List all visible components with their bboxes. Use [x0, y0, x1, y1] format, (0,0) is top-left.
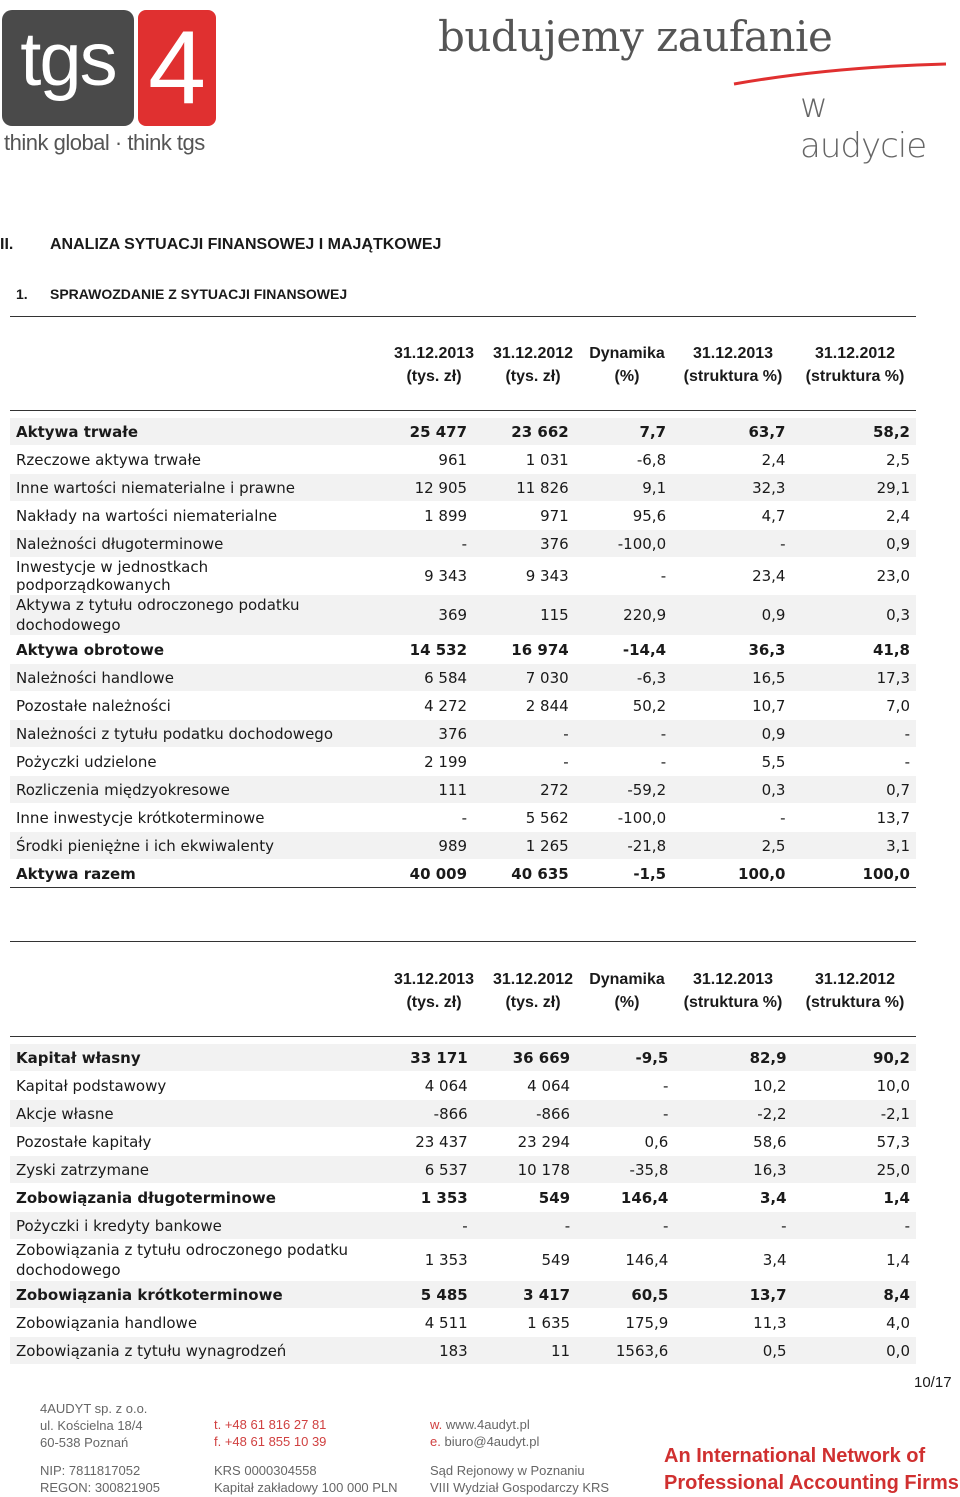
cell-value: 272 [473, 776, 575, 804]
table-row [10, 502, 916, 530]
cell-value: 16,3 [674, 1156, 792, 1184]
cell-value: 5 562 [473, 804, 575, 832]
row-label: Akcje własne [10, 1100, 371, 1128]
cell-value: 95,6 [575, 502, 672, 530]
cell-value: 4,7 [672, 502, 791, 530]
cell-value: 41,8 [791, 636, 916, 664]
cell-value: 10,0 [793, 1072, 916, 1100]
cell-value: -866 [371, 1100, 473, 1128]
cell-value: 25,0 [793, 1156, 916, 1184]
cell-value: 36,3 [672, 636, 791, 664]
cell-value: 9 343 [473, 558, 575, 595]
cell-value: 100,0 [672, 860, 791, 888]
column-header: 31.12.2013 (struktura %) [683, 971, 783, 1011]
table-row [10, 748, 916, 776]
row-label: Rzeczowe aktywa trwałe [10, 446, 371, 474]
table-row [10, 1337, 916, 1365]
column-header: 31.12.2012 (struktura %) [805, 345, 905, 385]
cell-value: - [575, 748, 672, 776]
cell-value: 13,7 [674, 1281, 792, 1309]
row-label: Kapitał podstawowy [10, 1072, 371, 1100]
assets-table [10, 418, 916, 888]
table-row [10, 418, 916, 446]
cell-value: -866 [474, 1100, 576, 1128]
cell-value: - [473, 748, 575, 776]
cell-value: 1 353 [371, 1184, 473, 1212]
table-row [10, 1240, 916, 1281]
row-label: Należności handlowe [10, 664, 371, 692]
table-header-rule [10, 410, 916, 411]
cell-value: 6 537 [371, 1156, 473, 1184]
cell-value: 549 [474, 1240, 576, 1281]
cell-value: - [371, 530, 473, 558]
cell-value: 82,9 [674, 1044, 792, 1072]
cell-value: 2 844 [473, 692, 575, 720]
cell-value: 3,4 [674, 1240, 792, 1281]
column-header: 31.12.2012 (tys. zł) [492, 971, 574, 1011]
cell-value: 0,6 [576, 1128, 674, 1156]
cell-value: 1,4 [793, 1240, 916, 1281]
cell-value: 57,3 [793, 1128, 916, 1156]
footer-krs: KRS 0000304558 Kapitał zakładowy 100 000 PLN [214, 1463, 398, 1495]
column-header: 31.12.2012 (struktura %) [805, 971, 905, 1011]
row-label: Pozostałe kapitały [10, 1128, 371, 1156]
footer-address: 4AUDYT sp. z o.o. ul. Kościelna 18/4 60-538 Poznań [40, 1401, 148, 1450]
cell-value: 1 899 [371, 502, 473, 530]
cell-value: 989 [371, 832, 473, 860]
slogan-sub: w audycie [800, 86, 927, 166]
column-header: 31.12.2013 (tys. zł) [393, 971, 475, 1011]
table-row [10, 1184, 916, 1212]
cell-value: 0,5 [674, 1337, 792, 1365]
table-row [10, 446, 916, 474]
cell-value: - [575, 720, 672, 748]
cell-value: 90,2 [793, 1044, 916, 1072]
cell-value: 376 [473, 530, 575, 558]
cell-value: 17,3 [791, 664, 916, 692]
cell-value: - [672, 804, 791, 832]
cell-value: 58,6 [674, 1128, 792, 1156]
row-label: Inne wartości niematerialne i prawne [10, 474, 371, 502]
table-row [10, 832, 916, 860]
row-label: Pozostałe należności [10, 692, 371, 720]
cell-value: 0,9 [672, 595, 791, 636]
cell-value: 16,5 [672, 664, 791, 692]
cell-value: 4 064 [371, 1072, 473, 1100]
footer-court: Sąd Rejonowy w Poznaniu VIII Wydział Gospodarczy KRS [430, 1463, 610, 1495]
cell-value: 12 905 [371, 474, 473, 502]
cell-value: 7 030 [473, 664, 575, 692]
row-label: Należności długoterminowe [10, 530, 371, 558]
subsection-heading: 1. SPRAWOZDANIE Z SYTUACJI FINANSOWEJ [16, 286, 348, 302]
cell-value: 2 199 [371, 748, 473, 776]
cell-value: 60,5 [576, 1281, 674, 1309]
slogan-main: budujemy zaufanie [438, 12, 833, 61]
cell-value: - [674, 1212, 792, 1240]
cell-value: 29,1 [791, 474, 916, 502]
row-label: Inwestycje w jednostkach podporządkowanych [10, 558, 371, 595]
cell-value: - [576, 1072, 674, 1100]
cell-value: 33 171 [371, 1044, 473, 1072]
cell-value: 2,5 [672, 832, 791, 860]
section-heading: II. ANALIZA SYTUACJI FINANSOWEJ I MAJĄTKOWEJ [0, 236, 442, 253]
cell-value: 4 064 [474, 1072, 576, 1100]
column-header: 31.12.2013 (struktura %) [683, 345, 783, 385]
table-row [10, 1128, 916, 1156]
footer-web: w. www.4audyt.pl e. biuro@4audyt.pl [430, 1417, 540, 1449]
cell-value: 4,0 [793, 1309, 916, 1337]
cell-value: 2,4 [672, 446, 791, 474]
cell-value: 10,7 [672, 692, 791, 720]
cell-value: 5 485 [371, 1281, 473, 1309]
cell-value: -100,0 [575, 804, 672, 832]
cell-value: 8,4 [793, 1281, 916, 1309]
cell-value: 0,0 [793, 1337, 916, 1365]
cell-value: 3 417 [474, 1281, 576, 1309]
table-row [10, 692, 916, 720]
table-row [10, 860, 916, 888]
cell-value: -9,5 [576, 1044, 674, 1072]
row-label: Aktywa z tytułu odroczonego podatku dochodowego [10, 595, 371, 636]
page-number: 10/17 [914, 1374, 952, 1391]
cell-value: 3,4 [674, 1184, 792, 1212]
cell-value: - [576, 1100, 674, 1128]
cell-value: 183 [371, 1337, 473, 1365]
row-label: Zobowiązania długoterminowe [10, 1184, 371, 1212]
table-row [10, 804, 916, 832]
website-link[interactable]: www.4audyt.pl [445, 1417, 530, 1432]
row-label: Nakłady na wartości niematerialne [10, 502, 371, 530]
cell-value: - [371, 804, 473, 832]
table-row [10, 595, 916, 636]
cell-value: 3,1 [791, 832, 916, 860]
tgs-logo-number: 4 [138, 10, 216, 126]
cell-value: 2,5 [791, 446, 916, 474]
cell-value: 40 635 [473, 860, 575, 888]
table-row [10, 1044, 916, 1072]
cell-value: - [474, 1212, 576, 1240]
slogan-swoosh-icon [732, 62, 948, 88]
cell-value: -35,8 [576, 1156, 674, 1184]
cell-value: 32,3 [672, 474, 791, 502]
row-label: Aktywa obrotowe [10, 636, 371, 664]
cell-value: 0,3 [791, 595, 916, 636]
cell-value: 5,5 [672, 748, 791, 776]
cell-value: 11,3 [674, 1309, 792, 1337]
row-label: Inne inwestycje krótkoterminowe [10, 804, 371, 832]
row-label: Pożyczki i kredyty bankowe [10, 1212, 371, 1240]
cell-value: 4 272 [371, 692, 473, 720]
row-label: Środki pieniężne i ich ekwiwalenty [10, 832, 371, 860]
column-header: 31.12.2013 (tys. zł) [393, 345, 475, 385]
table-top-rule [10, 316, 916, 317]
table-row [10, 1100, 916, 1128]
cell-value: -6,8 [575, 446, 672, 474]
row-label: Zyski zatrzymane [10, 1156, 371, 1184]
cell-value: 0,9 [791, 530, 916, 558]
table-row [10, 1281, 916, 1309]
row-label: Należności z tytułu podatku dochodowego [10, 720, 371, 748]
cell-value: 14 532 [371, 636, 473, 664]
cell-value: 1563,6 [576, 1337, 674, 1365]
row-label: Zobowiązania handlowe [10, 1309, 371, 1337]
cell-value: - [576, 1212, 674, 1240]
cell-value: 9,1 [575, 474, 672, 502]
cell-value: -21,8 [575, 832, 672, 860]
cell-value: 9 343 [371, 558, 473, 595]
table-row [10, 776, 916, 804]
cell-value: 63,7 [672, 418, 791, 446]
row-label: Pożyczki udzielone [10, 748, 371, 776]
table-header-rule [10, 1036, 916, 1037]
cell-value: 4 511 [371, 1309, 473, 1337]
cell-value: 23,4 [672, 558, 791, 595]
row-label: Rozliczenia międzyokresowe [10, 776, 371, 804]
cell-value: 376 [371, 720, 473, 748]
column-header: Dynamika (%) [589, 345, 665, 385]
cell-value: 23 437 [371, 1128, 473, 1156]
cell-value: -1,5 [575, 860, 672, 888]
cell-value: - [672, 530, 791, 558]
cell-value: 6 584 [371, 664, 473, 692]
cell-value: 23 294 [474, 1128, 576, 1156]
table-row [10, 1156, 916, 1184]
tgs-logo: tgs [2, 10, 134, 126]
cell-value: 11 [474, 1337, 576, 1365]
cell-value: 58,2 [791, 418, 916, 446]
cell-value: 175,9 [576, 1309, 674, 1337]
footer-ids: NIP: 7811817052 REGON: 300821905 [40, 1463, 160, 1495]
cell-value: 971 [473, 502, 575, 530]
cell-value: 23,0 [791, 558, 916, 595]
table-row [10, 1309, 916, 1337]
cell-value: 111 [371, 776, 473, 804]
cell-value: 369 [371, 595, 473, 636]
cell-value: 16 974 [473, 636, 575, 664]
cell-value: - [371, 1212, 473, 1240]
cell-value: 11 826 [473, 474, 575, 502]
cell-value: -6,3 [575, 664, 672, 692]
cell-value: -59,2 [575, 776, 672, 804]
logo-tagline: think global · think tgs [4, 130, 205, 155]
cell-value: 2,4 [791, 502, 916, 530]
cell-value: 0,7 [791, 776, 916, 804]
cell-value: 1,4 [793, 1184, 916, 1212]
column-header: 31.12.2012 (tys. zł) [492, 345, 574, 385]
cell-value: - [473, 720, 575, 748]
cell-value: 7,7 [575, 418, 672, 446]
cell-value: 13,7 [791, 804, 916, 832]
cell-value: 961 [371, 446, 473, 474]
cell-value: -14,4 [575, 636, 672, 664]
cell-value: 0,3 [672, 776, 791, 804]
column-header: Dynamika (%) [589, 971, 665, 1011]
cell-value: 1 031 [473, 446, 575, 474]
row-label: Zobowiązania krótkoterminowe [10, 1281, 371, 1309]
table-row [10, 1072, 916, 1100]
footer-phones: t. +48 61 816 27 81 f. +48 61 855 10 39 [214, 1417, 327, 1449]
cell-value: 1 353 [371, 1240, 473, 1281]
table-row [10, 720, 916, 748]
cell-value: 36 669 [474, 1044, 576, 1072]
row-label: Kapitał własny [10, 1044, 371, 1072]
cell-value: - [575, 558, 672, 595]
network-tagline: An International Network of Professional Accounting Firms [664, 1445, 959, 1494]
cell-value: 146,4 [576, 1184, 674, 1212]
cell-value: 40 009 [371, 860, 473, 888]
cell-value: 23 662 [473, 418, 575, 446]
row-label: Zobowiązania z tytułu odroczonego podatku dochodowego [10, 1240, 371, 1281]
cell-value: -2,2 [674, 1100, 792, 1128]
row-label: Aktywa razem [10, 860, 371, 888]
cell-value: 146,4 [576, 1240, 674, 1281]
cell-value: 1 265 [473, 832, 575, 860]
table-row [10, 530, 916, 558]
cell-value: 25 477 [371, 418, 473, 446]
cell-value: 10 178 [474, 1156, 576, 1184]
cell-value: 7,0 [791, 692, 916, 720]
table-row [10, 558, 916, 595]
cell-value: 100,0 [791, 860, 916, 888]
cell-value: - [793, 1212, 916, 1240]
table-row [10, 474, 916, 502]
cell-value: 549 [474, 1184, 576, 1212]
table-row [10, 1212, 916, 1240]
cell-value: 50,2 [575, 692, 672, 720]
cell-value: 0,9 [672, 720, 791, 748]
table-top-rule [10, 941, 916, 942]
cell-value: 115 [473, 595, 575, 636]
cell-value: 1 635 [474, 1309, 576, 1337]
cell-value: 220,9 [575, 595, 672, 636]
table-row [10, 636, 916, 664]
cell-value: - [791, 748, 916, 776]
table-row [10, 664, 916, 692]
row-label: Aktywa trwałe [10, 418, 371, 446]
cell-value: -100,0 [575, 530, 672, 558]
email-link[interactable]: biuro@4audyt.pl [444, 1434, 540, 1449]
row-label: Zobowiązania z tytułu wynagrodzeń [10, 1337, 371, 1365]
cell-value: - [791, 720, 916, 748]
cell-value: -2,1 [793, 1100, 916, 1128]
cell-value: 10,2 [674, 1072, 792, 1100]
liabilities-table [10, 1044, 916, 1365]
